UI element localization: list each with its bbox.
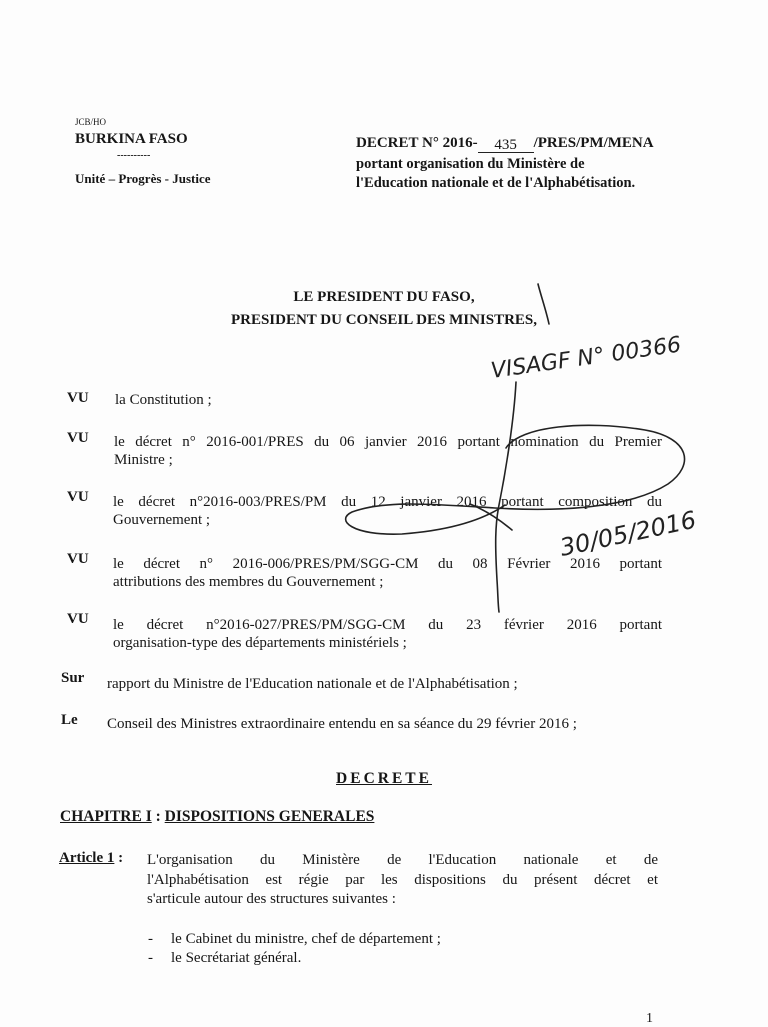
visa-text-2-line-1: le décret n° 2016-001/PRES du 06 janvier 2016 portant nomination du Premier <box>114 434 662 450</box>
country-name: BURKINA FASO <box>75 131 188 147</box>
chapter-title: DISPOSITIONS GENERALES <box>164 808 375 825</box>
visa-text-2-line-2: Ministre ; <box>114 452 173 468</box>
article-1-separator: : <box>114 850 124 866</box>
decree-title-line-1: portant organisation du Ministère de <box>356 156 585 172</box>
decree-title-line-2: l'Education nationale et de l'Alphabétisation. <box>356 175 636 191</box>
president-heading-line-2: PRESIDENT DU CONSEIL DES MINISTRES, <box>230 312 538 328</box>
visa-label-1: VU <box>67 390 89 406</box>
article-1-line-3: s'articule autour des structures suivantes : <box>147 891 396 907</box>
decree-suffix: /PRES/PM/MENA <box>533 135 654 151</box>
visa-text-5-line-2: organisation-type des départements ministériels ; <box>113 635 407 651</box>
decrete-heading: DECRETE <box>336 770 432 787</box>
visa-text-3-line-1: le décret n°2016-003/PRES/PM du 12 janvier 2016 portant composition du <box>113 494 662 510</box>
bullet-dash-1: - <box>148 931 153 947</box>
decree-prefix: DECRET N° 2016- <box>356 135 478 151</box>
header-separator: ---------- <box>117 150 151 161</box>
national-motto: Unité – Progrès - Justice <box>75 171 211 186</box>
decree-number: 435 <box>494 137 517 153</box>
chapter-heading <box>60 808 374 826</box>
council-label: Le <box>61 712 78 728</box>
report-text: rapport du Ministre de l'Education nationale et de l'Alphabétisation ; <box>107 676 518 692</box>
article-1-heading <box>59 850 123 867</box>
article-1-line-2: l'Alphabétisation est régie par les dispositions du présent décret et <box>147 872 658 888</box>
visa-label-4: VU <box>67 551 89 567</box>
article-1-label: Article 1 <box>59 850 115 866</box>
visa-text-1-line-1: la Constitution ; <box>115 392 212 408</box>
visa-label-5: VU <box>67 611 89 627</box>
article-1-line-1: L'organisation du Ministère de l'Education nationale et de <box>147 852 658 868</box>
page-number: 1 <box>646 1011 653 1026</box>
visa-label-3: VU <box>67 489 89 505</box>
article-1-bullet-1: le Cabinet du ministre, chef de département ; <box>171 931 441 947</box>
signature-vertical-stroke <box>496 382 516 612</box>
document-reference: JCB/HO <box>75 117 107 127</box>
visa-number-handwritten: VISAGF N° 00366 <box>489 332 683 384</box>
pen-mark <box>538 284 549 324</box>
visa-text-4-line-2: attributions des membres du Gouvernement ; <box>113 574 384 590</box>
chapter-label: CHAPITRE I <box>60 808 152 825</box>
visa-text-3-line-2: Gouvernement ; <box>113 512 211 528</box>
visa-text-4-line-1: le décret n° 2016-006/PRES/PM/SGG-CM du 08 Février 2016 portant <box>113 556 662 572</box>
chapter-separator: : <box>151 808 165 825</box>
article-1-bullet-2: le Secrétariat général. <box>171 950 302 966</box>
president-heading-line-1: LE PRESIDENT DU FASO, <box>293 289 475 305</box>
council-text: Conseil des Ministres extraordinaire entendu en sa séance du 29 février 2016 ; <box>107 716 577 732</box>
report-label: Sur <box>61 670 85 686</box>
bullet-dash-2: - <box>148 950 153 966</box>
visa-date-handwritten: 30/05/2016 <box>557 505 699 562</box>
visa-text-5-line-1: le décret n°2016-027/PRES/PM/SGG-CM du 23 février 2016 portant <box>113 617 662 633</box>
visa-label-2: VU <box>67 430 89 446</box>
